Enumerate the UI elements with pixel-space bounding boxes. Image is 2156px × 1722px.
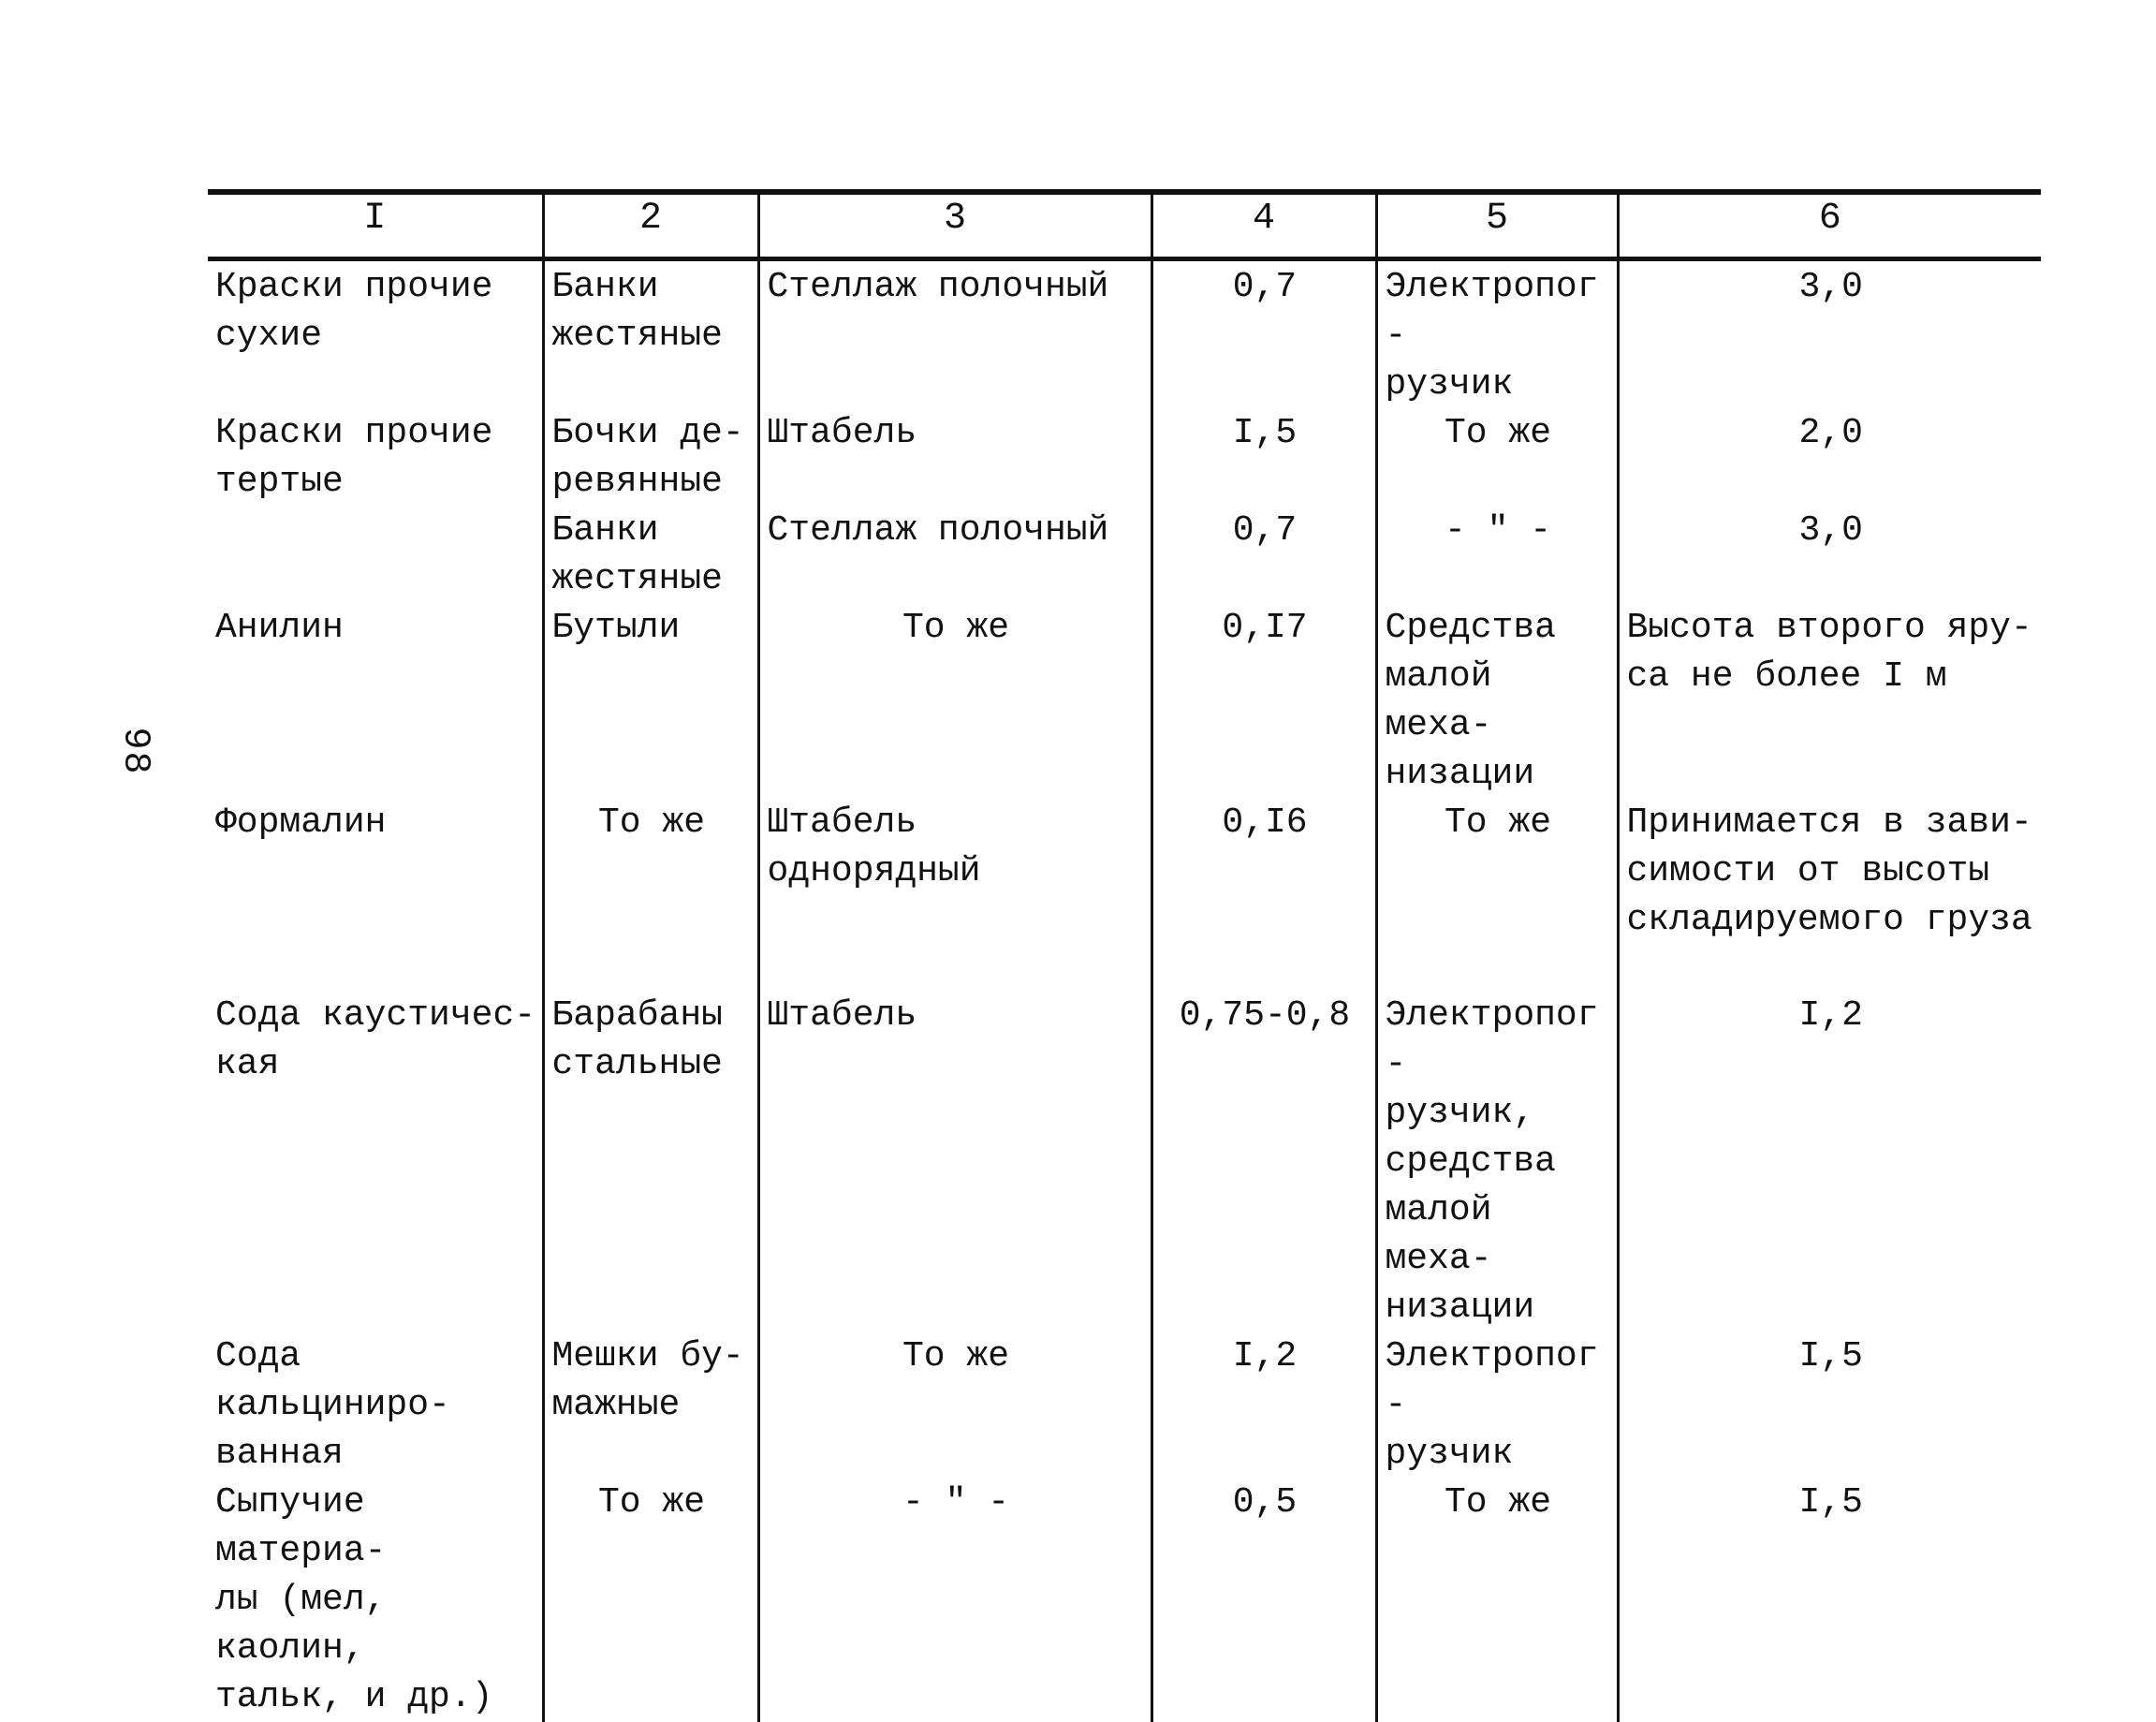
mechanization-cell: Средства малой меха- низации — [1376, 604, 1618, 799]
mechanization-cell: То же — [1376, 1479, 1618, 1722]
table-row — [208, 604, 2041, 799]
container-cell: Бочки де- ревянные — [543, 409, 758, 507]
material-cell: Краски прочие тертые — [215, 413, 493, 502]
storage-method-cell: Стеллаж полочный — [758, 259, 1151, 410]
material-cell: Краски прочие сухие — [215, 267, 493, 356]
column-header-6: 6 — [1618, 192, 2041, 259]
height-cell: 3,0 — [1618, 507, 2041, 604]
container-cell: Банки жестяные — [543, 259, 758, 410]
material-cell: Сода кальциниро- ванная — [215, 1336, 450, 1474]
height-cell: 2,0 — [1618, 409, 2041, 507]
table-row — [208, 507, 2041, 604]
mechanization-cell: То же — [1376, 409, 1618, 507]
value-cell: 0,7 — [1151, 507, 1376, 604]
storage-method-cell: Штабель — [758, 992, 1151, 1332]
value-cell: I,5 — [1151, 409, 1376, 507]
table-header-row — [208, 192, 2041, 259]
material-cell — [208, 507, 543, 604]
value-cell: 0,5 — [1151, 1479, 1376, 1722]
height-cell: I,5 — [1618, 1479, 2041, 1722]
mechanization-cell: То же — [1376, 799, 1618, 992]
value-cell: 0,I6 — [1151, 799, 1376, 992]
table-row — [208, 992, 2041, 1332]
container-cell: Мешки бу- мажные — [543, 1332, 758, 1479]
storage-method-cell: Штабель — [758, 409, 1151, 507]
storage-method-cell: То же — [758, 604, 1151, 799]
container-cell: Бутыли — [543, 604, 758, 799]
column-header-2: 2 — [543, 192, 758, 259]
table-row — [208, 1479, 2041, 1722]
container-cell: То же — [543, 1479, 758, 1722]
storage-method-cell: Штабель однорядный — [758, 799, 1151, 992]
material-cell: Сода каустичес- кая — [215, 995, 536, 1084]
table-row — [208, 1332, 2041, 1479]
container-cell: Банки жестяные — [543, 507, 758, 604]
height-cell: I,5 — [1618, 1332, 2041, 1479]
note-cell: Высота второго яру- са не более I м — [1618, 604, 2041, 799]
mechanization-cell: Электропог- рузчик — [1376, 259, 1618, 410]
container-cell: Барабаны стальные — [543, 992, 758, 1332]
storage-method-cell: Стеллаж полочный — [758, 507, 1151, 604]
mechanization-cell: Электропог- рузчик — [1376, 1332, 1618, 1479]
material-cell: Формалин — [215, 802, 387, 843]
table-row — [208, 259, 2041, 410]
value-cell: I,2 — [1151, 1332, 1376, 1479]
value-cell: 0,I7 — [1151, 604, 1376, 799]
material-cell: Анилин — [215, 608, 344, 648]
storage-table — [208, 189, 2041, 1722]
value-cell: 0,7 — [1151, 259, 1376, 410]
storage-method-cell: То же — [758, 1332, 1151, 1479]
container-cell: То же — [543, 799, 758, 992]
table-row — [208, 799, 2041, 992]
column-header-5: 5 — [1376, 192, 1618, 259]
height-cell: I,2 — [1618, 992, 2041, 1332]
mechanization-cell: Электропог- рузчик, средства малой меха- низации — [1376, 992, 1618, 1332]
page-number: 98 — [113, 727, 156, 776]
column-header-1: I — [208, 192, 543, 259]
column-header-3: 3 — [758, 192, 1151, 259]
mechanization-cell: - " - — [1376, 507, 1618, 604]
value-cell: 0,75-0,8 — [1151, 992, 1376, 1332]
storage-method-cell: - " - — [758, 1479, 1151, 1722]
table-row — [208, 409, 2041, 507]
column-header-4: 4 — [1151, 192, 1376, 259]
note-cell: Принимается в зави- симости от высоты складируемого груза — [1618, 799, 2041, 992]
material-cell: Сыпучие материа- лы (мел, каолин, тальк, и др.) — [215, 1482, 493, 1717]
height-cell: 3,0 — [1618, 259, 2041, 410]
